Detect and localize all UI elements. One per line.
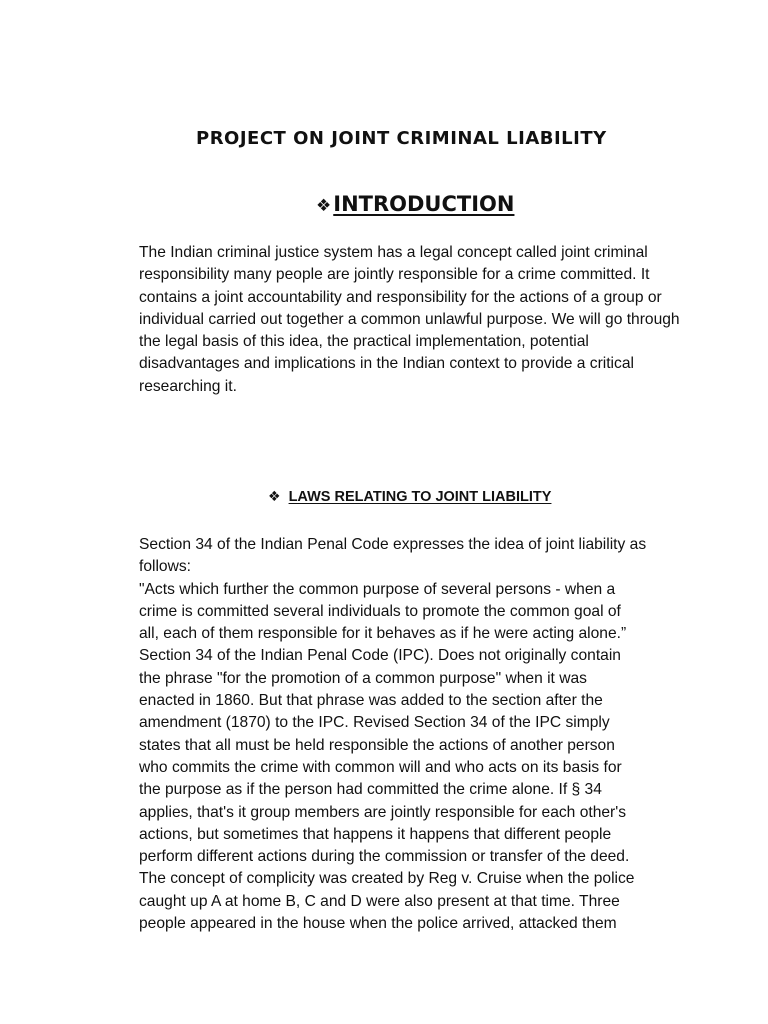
paragraph-line: enacted in 1860. But that phrase was added to the section after the [139,692,603,710]
paragraph-line: perform different actions during the commission or transfer of the deed. [139,848,630,866]
paragraph-line: applies, that's it group members are jointly responsible for each other's [139,803,627,821]
paragraph-line: crime is committed several individuals to promote the common goal of [139,602,621,620]
laws-heading-text: LAWS RELATING TO JOINT LIABILITY [288,489,552,505]
laws-paragraph [139,534,684,935]
paragraph-line: caught up A at home B, C and D were also present at that time. Three [139,892,620,910]
introduction-paragraph: The Indian criminal justice system has a legal concept called joint criminal responsibility many people are jointly responsible for a crime committed. It contains a joint accountability and responsibility for the actions of a group or individual carried out together a common unlawful purpose. We will go through the legal basis of this idea, the practical implementation, potential disadvantages and implications in the Indian context to provide a critical researching it. [139,244,680,395]
paragraph-line: states that all must be held responsible the actions of another person [139,736,615,754]
paragraph-line: actions, but sometimes that happens it happens that different people [139,825,612,843]
paragraph-line: the purpose as if the person had committed the crime alone. If § 34 [139,781,602,799]
introduction-heading [316,192,514,216]
introduction-heading-text: INTRODUCTION [333,192,515,216]
paragraph-line: follows: [139,558,191,576]
project-title: PROJECT ON JOINT CRIMINAL LIABILITY [196,128,607,149]
paragraph-line: who commits the crime with common will and who acts on its basis for [139,758,622,776]
paragraph-line: amendment (1870) to the IPC. Revised Section 34 of the IPC simply [139,714,610,732]
paragraph-line: the phrase "for the promotion of a common purpose" when it was [139,669,587,687]
four-diamond-icon: ❖ [316,196,332,216]
laws-heading [268,488,551,505]
paragraph-line: Section 34 of the Indian Penal Code expresses the idea of joint liability as [139,536,647,553]
paragraph-line: "Acts which further the common purpose of several persons - when a [139,580,616,598]
paragraph-line: The concept of complicity was created by Reg v. Cruise when the police [139,870,635,888]
four-diamond-icon: ❖ [268,488,281,504]
paragraph-line: people appeared in the house when the police arrived, attacked them [139,915,617,933]
paragraph-line: Section 34 of the Indian Penal Code (IPC). Does not originally contain [139,647,621,665]
paragraph-line: all, each of them responsible for it behaves as if he were acting alone.” [139,625,627,643]
